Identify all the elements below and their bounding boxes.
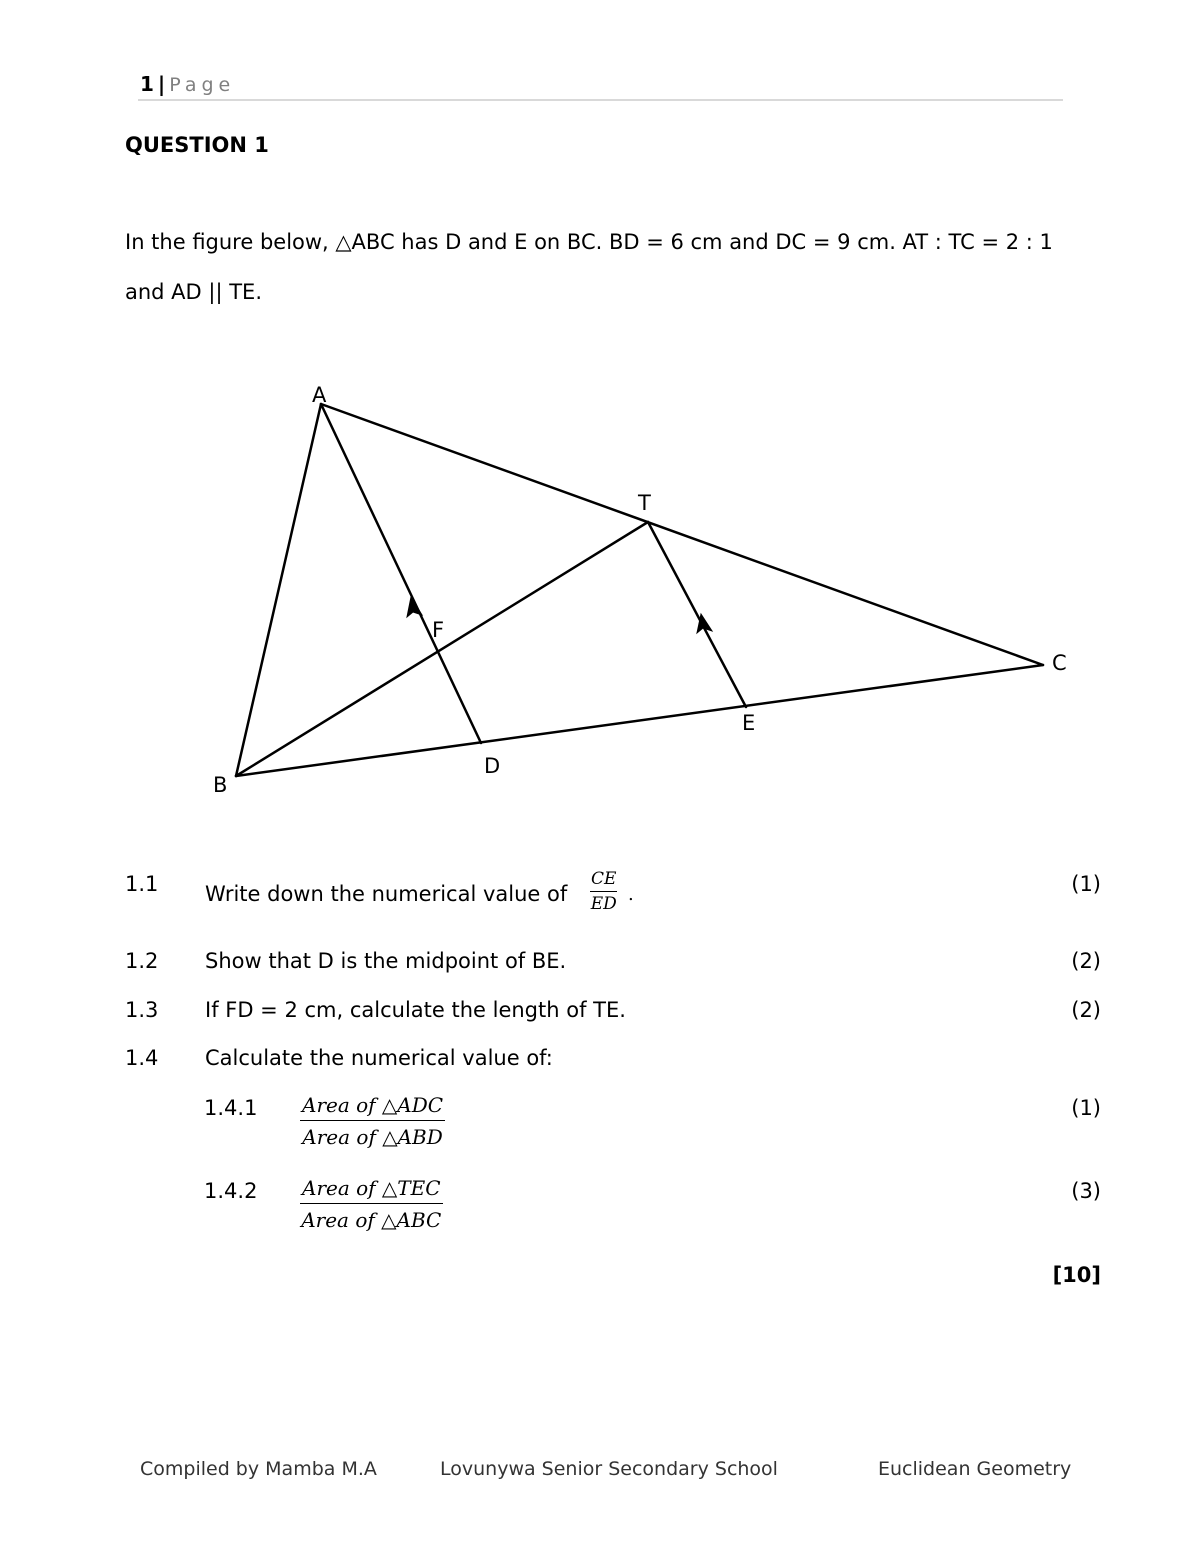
footer-school: Lovunywa Senior Secondary School bbox=[440, 1458, 778, 1480]
segment-te bbox=[648, 522, 746, 707]
question-text-1-1: Write down the numerical value of bbox=[205, 882, 568, 906]
total-marks: [10] bbox=[1052, 1263, 1101, 1287]
side-bc bbox=[236, 665, 1043, 776]
fraction-suffix: . bbox=[628, 884, 634, 905]
area-numerator-1-4-2: Area of △TEC bbox=[300, 1176, 443, 1204]
page-separator: | bbox=[157, 72, 166, 96]
label-b: B bbox=[213, 773, 228, 797]
side-ac bbox=[321, 404, 1043, 665]
label-d: D bbox=[484, 754, 501, 778]
intro-line-2: and AD || TE. bbox=[125, 280, 262, 304]
area-denominator-1-4-1: Area of △ABD bbox=[302, 1125, 443, 1149]
marks-1-2: (2) bbox=[1071, 949, 1101, 973]
subquestion-number-1-4-1: 1.4.1 bbox=[204, 1096, 258, 1120]
footer-compiled-by: Compiled by Mamba M.A bbox=[140, 1458, 377, 1480]
area-ratio-adc-abd bbox=[300, 1093, 445, 1149]
area-denominator-1-4-2: Area of △ABC bbox=[301, 1208, 442, 1232]
page-number: 1 bbox=[140, 72, 154, 96]
label-f: F bbox=[432, 618, 445, 642]
area-numerator-1-4-1: Area of △ADC bbox=[300, 1093, 445, 1121]
page-word: Page bbox=[169, 74, 236, 96]
label-a: A bbox=[312, 383, 327, 407]
question-number-1-3: 1.3 bbox=[125, 998, 159, 1022]
fraction-ce-ed bbox=[590, 869, 617, 914]
marks-1-3: (2) bbox=[1071, 998, 1101, 1022]
fraction-numerator: CE bbox=[590, 869, 617, 892]
question-number-1-1: 1.1 bbox=[125, 872, 159, 896]
marks-1-4-1: (1) bbox=[1071, 1096, 1101, 1120]
marks-1-4-2: (3) bbox=[1071, 1179, 1101, 1203]
fraction-denominator: ED bbox=[590, 894, 617, 914]
label-c: C bbox=[1052, 651, 1067, 675]
marks-1-1: (1) bbox=[1071, 872, 1101, 896]
question-title: QUESTION 1 bbox=[125, 133, 269, 157]
question-number-1-2: 1.2 bbox=[125, 949, 159, 973]
subquestion-number-1-4-2: 1.4.2 bbox=[204, 1179, 258, 1203]
question-text-1-4: Calculate the numerical value of: bbox=[205, 1046, 553, 1070]
side-ab bbox=[236, 404, 321, 776]
label-e: E bbox=[742, 711, 756, 735]
question-text-1-2: Show that D is the midpoint of BE. bbox=[205, 949, 567, 973]
segment-ad bbox=[321, 404, 481, 743]
label-t: T bbox=[638, 491, 651, 515]
segment-bt bbox=[236, 522, 648, 776]
question-text-1-3: If FD = 2 cm, calculate the length of TE. bbox=[205, 998, 626, 1022]
question-number-1-4: 1.4 bbox=[125, 1046, 159, 1070]
area-ratio-tec-abc bbox=[300, 1176, 443, 1232]
footer-topic: Euclidean Geometry bbox=[878, 1458, 1072, 1480]
intro-line-1: In the figure below, △ABC has D and E on BC. BD = 6 cm and DC = 9 cm. AT : TC = 2 : 1 bbox=[125, 230, 1053, 254]
